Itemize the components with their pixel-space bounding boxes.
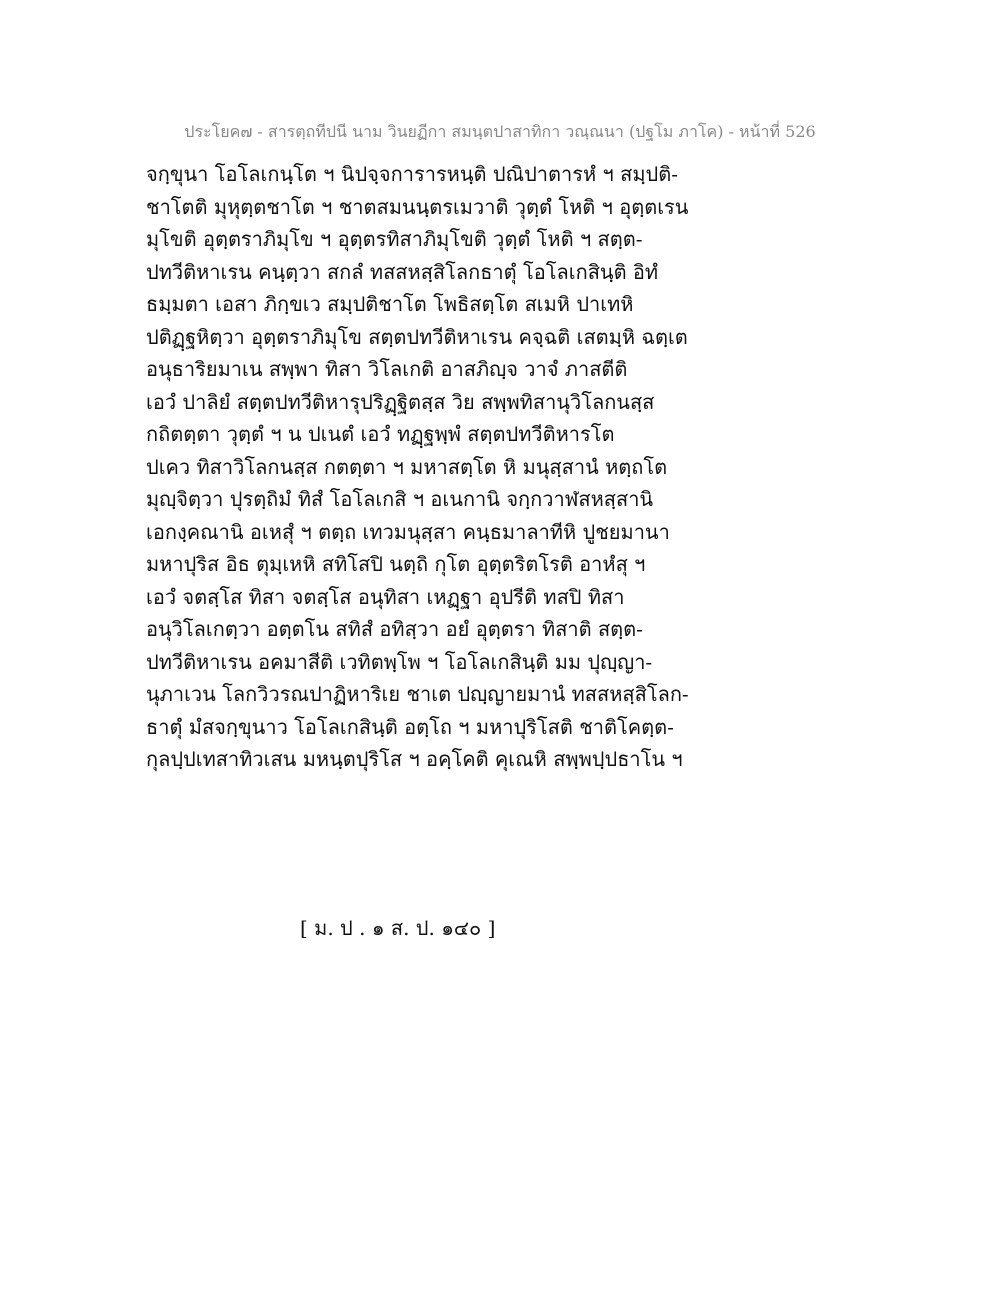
text-line: ปทวีติหาเรน คนฺตฺวา สกลํ ทสสหสฺสิโลกธาตุํ โอโลเกสินฺติ อิทํ: [146, 259, 659, 284]
text-line: มุโขติ อุตฺตราภิมุโข ฯ อุตฺตรทิสาภิมุโขติ วุตฺตํ โหติ ฯ สตฺต-: [146, 227, 643, 251]
text-line: เอวํ จตสฺโส ทิสา จตสฺโส อนุทิสา เหฏฺฐา อุปรีติ ทสปิ ทิสา: [146, 584, 625, 609]
text-line: มุญฺจิตฺวา ปุรตฺถิมํ ทิสํ โอโลเกสิ ฯ อเนกานิ จกฺกวาฬสหสฺสานิ: [146, 487, 654, 511]
text-line: อนุธาริยมาเน สพฺพา ทิสา วิโลเกติ อาสภิญฺจ วาจํ ภาสตีติ: [146, 357, 628, 381]
text-line: ชาโตติ มุหุตฺตชาโต ฯ ชาตสมนนฺตรเมวาติ วุตฺตํ โหติ ฯ อุตฺตเรน: [146, 194, 689, 219]
text-line: ธมฺมตา เอสา ภิกฺขเว สมฺปติชาโต โพธิสตฺโต สเมหิ ปาเทหิ: [146, 292, 634, 316]
text-line: มหาปุริส อิธ ตุมฺเหหิ สทิโสปิ นตฺถิ กุโต อุตฺตริตโรติ อาหํสุ ฯ: [146, 552, 646, 576]
running-header: ประโยค๗ - สารตฺถทีปนี นาม วินยฏีกา สมนฺตปาสาทิกา วณฺณนา (ปฐโม ภาโค) - หน้าที่ 526: [184, 122, 816, 141]
text-line: ปเคว ทิสาวิโลกนสฺส กตตฺตา ฯ มหาสตฺโต หิ มนุสฺสานํ หตฺถโต: [146, 454, 668, 479]
text-line: กถิตตฺตา วุตฺตํ ฯ น ปเนตํ เอวํ ทฏฺฐพฺพํ สตฺตปทวีติหารโต: [146, 422, 615, 446]
body-text: [146, 158, 846, 776]
text-line: เอกงฺคณานิ อเหสุํ ฯ ตตฺถ เทวมนุสฺสา คนฺธมาลาทีหิ ปูชยมานา: [146, 519, 670, 544]
text-line: กุลปฺปเทสาทิวเสน มหนฺตปุริโส ฯ อคฺโคติ คุเณหิ สพฺพปฺปธาโน ฯ: [146, 747, 683, 771]
text-line: จกฺขุนา โอโลเกนฺโต ฯ นิปจฺจการารหนฺติ ปณิปาตารหํ ฯ สมฺปติ-: [146, 162, 678, 186]
text-line: ปติฏฺฐหิตฺวา อุตฺตราภิมุโข สตฺตปทวีติหาเรน คจฺฉติ เสตมฺหิ ฉตฺเต: [146, 324, 688, 349]
text-line: ธาตุํ มํสจกฺขุนาว โอโลเกสินฺติ อตฺโถ ฯ มหาปุริโสติ ชาติโคตฺต-: [146, 714, 674, 739]
citation-reference: [ ม. ป . ๑ ส. ป. ๑๔๐ ]: [300, 916, 496, 940]
text-line: นุภาเวน โลกวิวรณปาฏิหาริเย ชาเต ปญฺญายมานํ ทสสหสฺสิโลก-: [146, 682, 689, 706]
text-line: เอวํ ปาลิยํ สตฺตปทวีติหารุปริฏฺฐิตสฺส วิย สพฺพทิสานุวิโลกนสฺส: [146, 389, 655, 414]
text-line: ปทวีติหาเรน อคมาสีติ เวทิตพฺโพ ฯ โอโลเกสินฺติ มม ปุญฺญา-: [146, 649, 653, 674]
text-line: อนุวิโลเกตฺวา อตฺตโน สทิสํ อทิสฺวา อยํ อุตฺตรา ทิสาติ สตฺต-: [146, 617, 643, 641]
